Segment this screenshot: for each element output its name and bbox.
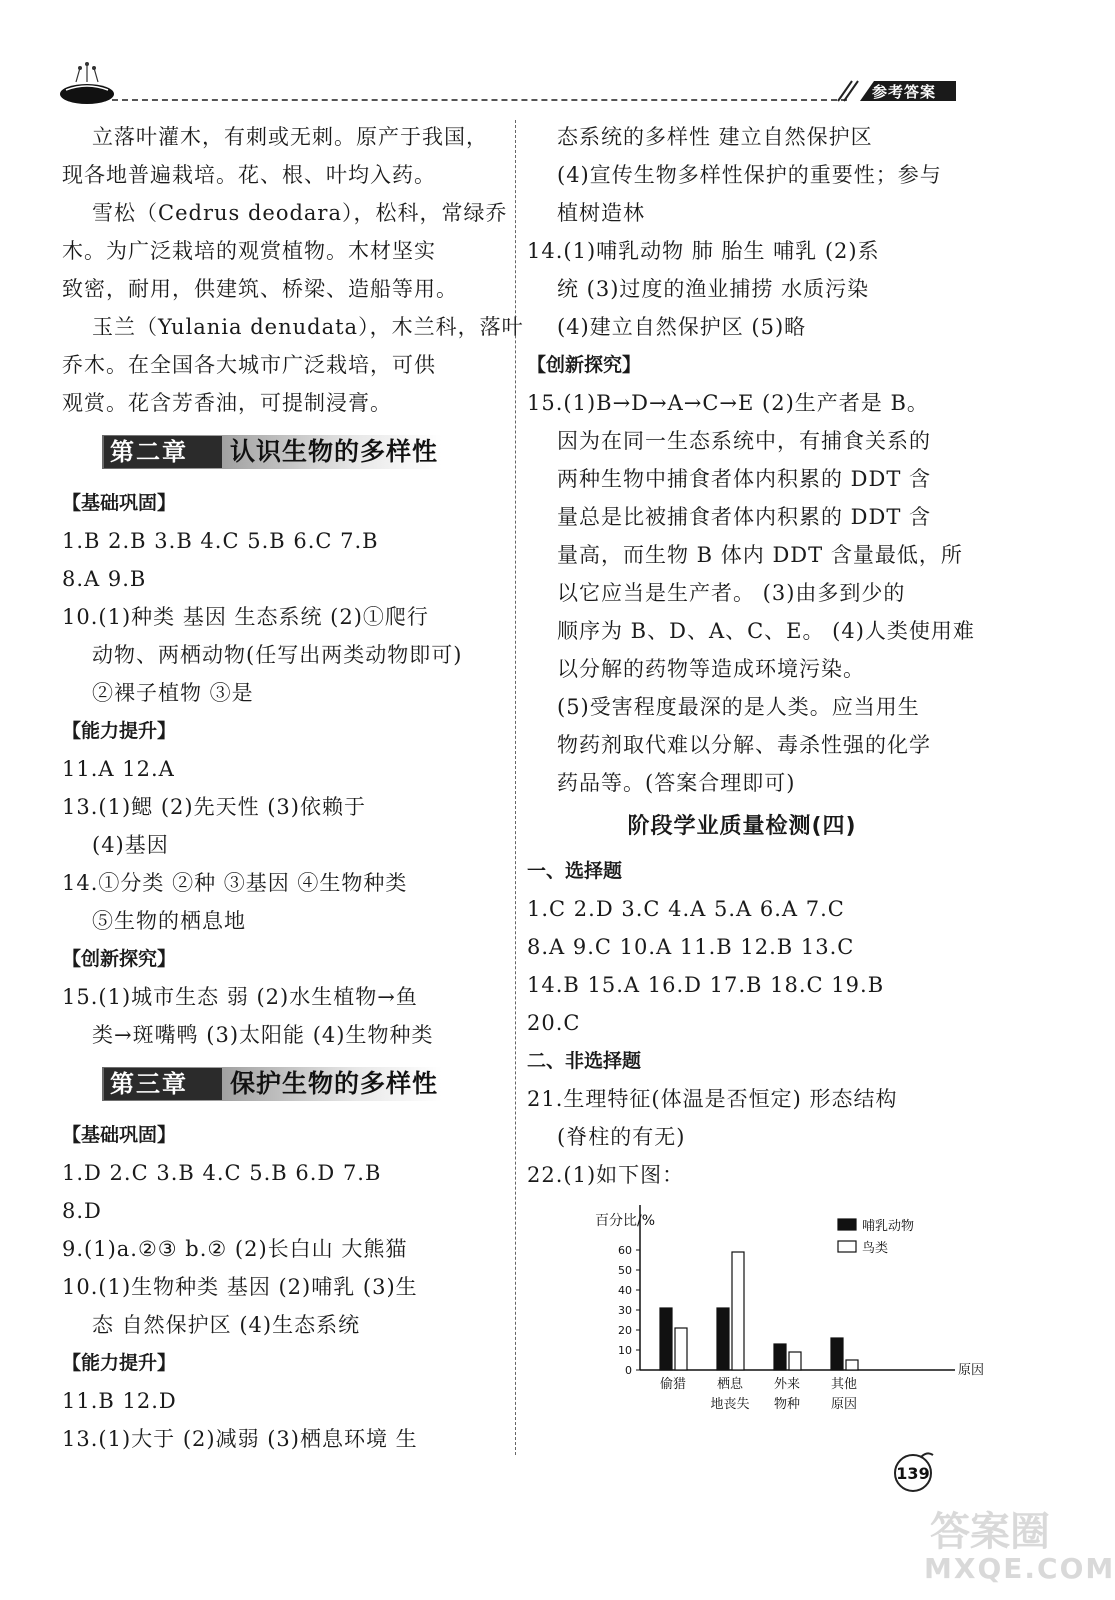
answer-line: 22.(1)如下图： [527,1163,685,1187]
stage-test-title: 阶段学业质量检测(四) [627,814,857,839]
answer-line: 物药剂取代难以分解、毒杀性强的化学 [557,733,931,757]
section-heading: 【能力提升】 [62,720,177,742]
bar-bird [732,1252,744,1370]
answer-line: ②裸子植物 ③是 [92,681,254,705]
x-tick-label: 地丧失 [710,1397,750,1412]
x-tick-label: 物种 [773,1397,801,1412]
header-divider [112,99,847,101]
chapter-label: 第二章 [110,438,188,466]
intro-line: 乔木。在全国各大城市广泛栽培，可供 [62,353,436,377]
answer-line: 11.B 12.D [62,1389,177,1413]
page-number: 139 [896,1464,930,1483]
answer-line: 14.(1)哺乳动物 肺 胎生 哺乳 (2)系 [527,239,880,263]
answer-line: 量高，而生物 B 体内 DDT 含量最低，所 [557,543,963,567]
answer-line: (4)建立自然保护区 (5)略 [557,315,807,339]
answer-line: 1.B 2.B 3.B 4.C 5.B 6.C 7.B [62,529,379,553]
x-axis-label: 原因 [958,1363,985,1378]
bar-bird [675,1328,687,1370]
section-heading: 二、非选择题 [527,1050,642,1072]
answer-line: (4)基因 [92,833,169,857]
section-heading: 【创新探究】 [62,948,177,970]
bar-mammal [831,1338,843,1370]
y-tick-label: 60 [618,1244,632,1257]
answer-line: 21.生理特征(体温是否恒定) 形态结构 [527,1087,898,1111]
answer-line: 14.B 15.A 16.D 17.B 18.C 19.B [527,973,885,997]
chapter-heading [62,1056,502,1112]
intro-line: 观赏。花含芳香油，可提制浸膏。 [62,391,392,415]
answer-line: 量总是比被捕食者体内积累的 DDT 含 [557,505,932,529]
bar-chart [560,1205,985,1435]
answer-line: (4)宣传生物多样性保护的重要性；参与 [557,163,942,187]
answer-line: 1.C 2.D 3.C 4.A 5.A 6.A 7.C [527,897,845,921]
intro-line: 立落叶灌木，有刺或无刺。原产于我国， [92,125,488,149]
bar-bird [846,1360,858,1370]
y-tick-label: 20 [618,1324,632,1337]
watermark-logo: 答案圈 [930,1509,1050,1555]
answer-line: 药品等。(答案合理即可) [557,771,796,795]
bar-bird [789,1352,801,1370]
right-column [527,118,975,1194]
y-tick-label: 30 [618,1304,632,1317]
answer-line: 态 自然保护区 (4)生态系统 [92,1313,361,1337]
answer-line: 8.D [62,1199,102,1223]
chapter-heading [62,424,502,480]
answer-line: 态系统的多样性 建立自然保护区 [557,125,873,149]
y-tick-label: 40 [618,1284,632,1297]
answer-line: ⑤生物的栖息地 [92,909,246,933]
answer-line: 11.A 12.A [62,757,175,781]
answer-line: 植树造林 [557,201,645,225]
section-heading: 【创新探究】 [527,354,642,376]
intro-line: 雪松（Cedrus deodara），松科，常绿乔 [92,201,508,225]
answer-line: 14.①分类 ②种 ③基因 ④生物种类 [62,871,408,895]
section-heading: 【基础巩固】 [62,1124,177,1146]
legend-label: 鸟类 [862,1241,889,1256]
intro-line: 木。为广泛栽培的观赏植物。木材坚实 [62,239,436,263]
book-logo-icon [58,60,116,106]
x-tick-label: 其他 [830,1377,858,1392]
section-heading: 一、选择题 [527,860,623,882]
answer-line: 13.(1)大于 (2)减弱 (3)栖息环境 生 [62,1427,418,1451]
answer-line: 1.D 2.C 3.B 4.C 5.B 6.D 7.B [62,1161,382,1185]
left-column [62,118,524,1458]
answer-line: 20.C [527,1011,581,1035]
answer-line: (脊柱的有无) [557,1125,686,1149]
answer-line: 类→斑嘴鸭 (3)太阳能 (4)生物种类 [92,1023,434,1047]
legend-label: 哺乳动物 [862,1219,915,1234]
legend-swatch [838,1219,856,1230]
answer-line: 顺序为 B、D、A、C、E。 (4)人类使用难 [557,619,975,643]
x-tick-label: 栖息 [716,1377,744,1392]
answer-line: 以它应当是生产者。 (3)由多到少的 [557,581,906,605]
y-axis-label: 百分比/% [595,1213,656,1229]
legend-swatch [838,1241,856,1252]
intro-line: 致密，耐用，供建筑、桥梁、造船等用。 [62,277,458,301]
chapter-title: 认识生物的多样性 [230,437,439,466]
bar-mammal [660,1308,672,1370]
chapter-title: 保护生物的多样性 [230,1069,439,1098]
section-heading: 【基础巩固】 [62,492,177,514]
answer-line: 15.(1)B→D→A→C→E (2)生产者是 B。 [527,391,929,415]
answer-line: 15.(1)城市生态 弱 (2)水生植物→鱼 [62,985,418,1009]
answer-line: 8.A 9.C 10.A 11.B 12.B 13.C [527,935,855,959]
answer-line: 8.A 9.B [62,567,147,591]
x-tick-label: 外来 [773,1377,801,1392]
watermark-url: MXQE.COM [924,1552,1115,1585]
answer-line: 动物、两栖动物(任写出两类动物即可) [92,643,463,667]
answer-line: 13.(1)鳃 (2)先天性 (3)依赖于 [62,795,366,819]
header-tag-label: 参考答案 [872,83,937,101]
bar-mammal [717,1308,729,1370]
answer-line: 因为在同一生态系统中，有捕食关系的 [557,429,931,453]
chapter-label: 第三章 [110,1070,188,1098]
answer-line: 以分解的药物等造成环境污染。 [557,657,865,681]
answer-line: 9.(1)a.②③ b.② (2)长白山 大熊猫 [62,1237,408,1261]
intro-line: 玉兰（Yulania denudata），木兰科，落叶 [92,315,524,339]
y-tick-label: 50 [618,1264,632,1277]
answer-line: 10.(1)种类 基因 生态系统 (2)①爬行 [62,605,429,629]
page-number-badge [891,1449,935,1493]
y-tick-label: 10 [618,1344,632,1357]
answer-line: 10.(1)生物种类 基因 (2)哺乳 (3)生 [62,1275,418,1299]
x-tick-label: 原因 [830,1397,858,1412]
answer-line: 两种生物中捕食者体内积累的 DDT 含 [557,467,932,491]
answer-line: (5)受害程度最深的是人类。应当用生 [557,695,920,719]
x-tick-label: 偷猎 [659,1377,687,1392]
bar-chart-svg [560,1205,985,1435]
y-tick-label: 0 [625,1364,632,1377]
section-heading: 【能力提升】 [62,1352,177,1374]
intro-line: 现各地普遍栽培。花、根、叶均入药。 [62,163,436,187]
bar-mammal [774,1344,786,1370]
answer-line: 统 (3)过度的渔业捕捞 水质污染 [557,277,870,301]
